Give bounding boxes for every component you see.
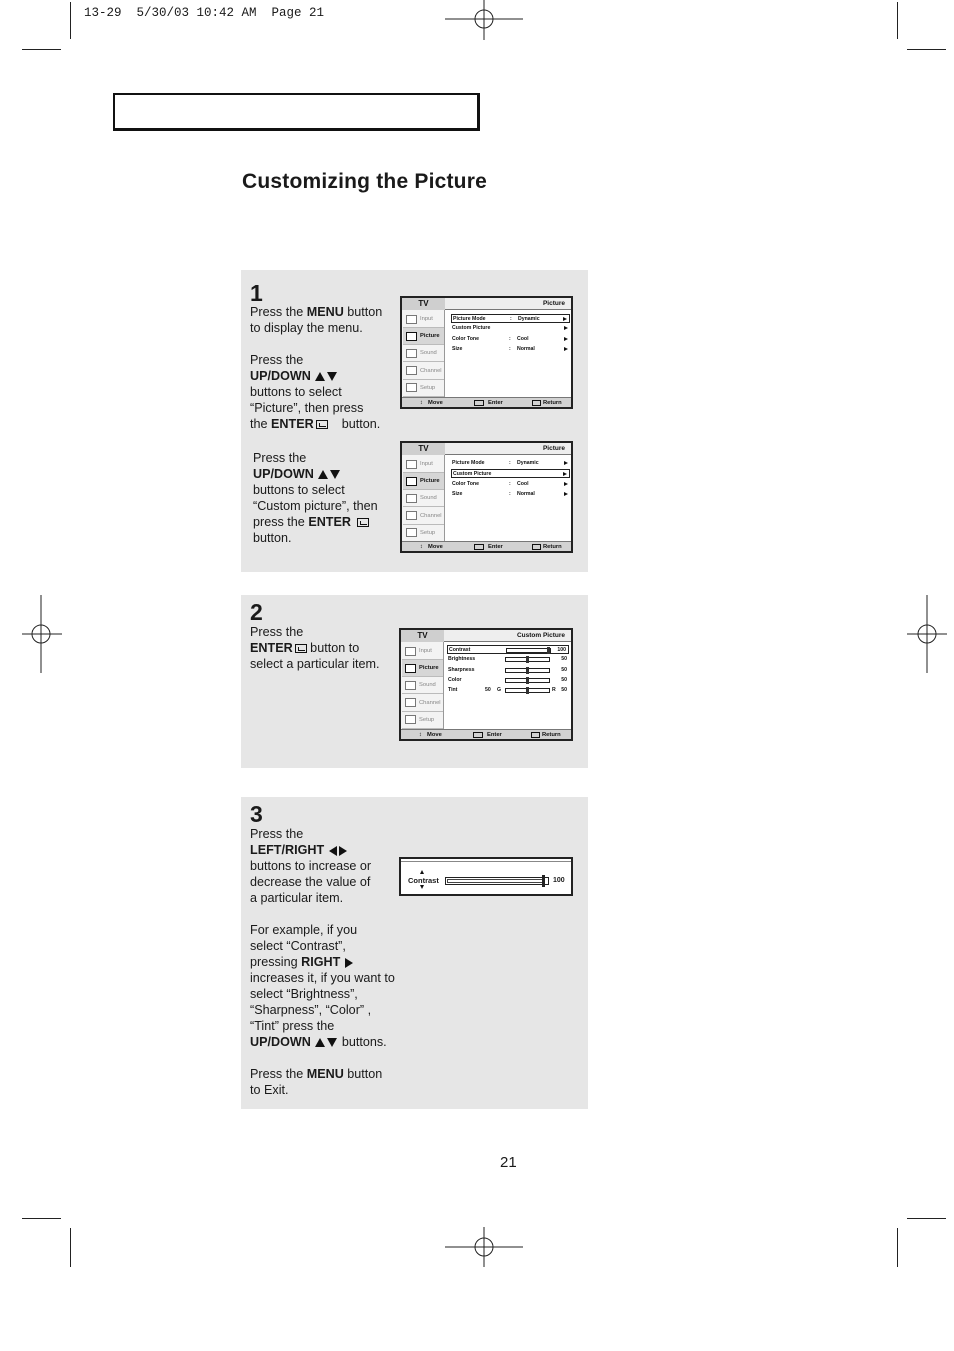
osd-row-value: 100 bbox=[557, 647, 566, 653]
picture-icon bbox=[406, 477, 417, 486]
osd-tv-label: TV bbox=[402, 298, 445, 310]
osd-slider-row bbox=[447, 655, 569, 664]
osd-menu-row bbox=[451, 324, 570, 333]
registration-mark-icon bbox=[907, 595, 947, 673]
osd-row-colon: : bbox=[509, 480, 511, 487]
contrast-knob bbox=[542, 875, 545, 887]
osd-sidebar-item-sound bbox=[403, 345, 444, 362]
osd-row-label: Color Tone bbox=[452, 335, 479, 342]
osd-slider-row bbox=[447, 666, 569, 675]
osd-footer bbox=[402, 397, 571, 407]
move-icon: ↕ bbox=[420, 544, 423, 550]
left-arrow-icon bbox=[329, 846, 337, 856]
osd-sidebar-item-sound bbox=[403, 490, 444, 507]
registration-mark-icon bbox=[445, 1227, 523, 1267]
osd-row-value: 50 bbox=[561, 676, 567, 683]
osd-menu-row bbox=[451, 459, 570, 468]
contrast-fill bbox=[447, 879, 543, 883]
osd-row-value: Cool bbox=[517, 335, 529, 342]
osd-row-value: 50 bbox=[561, 666, 567, 673]
enter-icon bbox=[473, 732, 483, 738]
osd-sidebar-label: Picture bbox=[419, 665, 439, 672]
channel-icon bbox=[406, 366, 417, 375]
osd-sidebar-label: Picture bbox=[420, 478, 440, 485]
enter-icon bbox=[474, 544, 484, 550]
osd-row-value: Dynamic bbox=[518, 316, 540, 322]
step-1-text-3: Press the UP/DOWN buttons to select “Custom picture”, then press the ENTER button. bbox=[253, 451, 378, 545]
osd-slider-bar bbox=[505, 668, 550, 673]
osd-sidebar-item-setup bbox=[403, 380, 444, 397]
osd-row-label: Size bbox=[452, 490, 463, 497]
osd-row-colon: : bbox=[509, 460, 511, 466]
osd-row-label: Picture Mode bbox=[453, 316, 486, 322]
osd-sidebar-item-setup bbox=[402, 712, 443, 729]
osd-slider-row bbox=[447, 645, 569, 654]
osd-sidebar-label: Setup bbox=[420, 384, 436, 391]
osd-sidebar-label: Picture bbox=[420, 333, 440, 340]
osd-menu-row bbox=[451, 345, 570, 354]
crop-mark bbox=[22, 1218, 61, 1219]
channel-icon bbox=[406, 511, 417, 520]
crop-mark bbox=[897, 2, 898, 39]
osd-footer-return: Return bbox=[542, 732, 561, 738]
osd-menu-title: Picture bbox=[542, 445, 565, 452]
chevron-right-icon bbox=[564, 492, 568, 496]
enter-icon bbox=[474, 400, 484, 406]
osd-sidebar-item-picture bbox=[403, 328, 444, 345]
step-3-text-2: For example, if you select “Contrast”, pressing RIGHT increases it, if you want to select “Brightness”, “Sharpness”, “Color” , “Tint” press the UP/DOWN buttons. bbox=[250, 923, 395, 1049]
osd-sidebar-item-channel bbox=[402, 695, 443, 712]
page-title: Customizing the Picture bbox=[242, 170, 487, 193]
osd-row-value: Cool bbox=[517, 480, 529, 487]
osd-row-label: Color bbox=[448, 676, 462, 683]
step-1-text-1: Press the MENU button to display the menu. bbox=[250, 305, 383, 335]
osd-menu-row bbox=[451, 480, 570, 489]
crop-mark bbox=[907, 1218, 946, 1219]
down-arrow-icon bbox=[330, 470, 340, 479]
osd-slider-knob bbox=[526, 667, 529, 674]
setup-icon bbox=[406, 528, 417, 537]
osd-sidebar-label: Channel bbox=[419, 699, 441, 706]
osd-sidebar-item-input bbox=[402, 643, 443, 660]
osd-row-value: Dynamic bbox=[517, 460, 539, 466]
crop-mark bbox=[22, 49, 61, 50]
right-arrow-icon bbox=[345, 958, 353, 968]
tint-r-value: 50 bbox=[561, 687, 567, 694]
step-1-text-2: Press the UP/DOWN buttons to select “Picture”, then press the ENTER button. bbox=[250, 353, 381, 431]
osd-row-label: Size bbox=[452, 345, 463, 352]
sound-icon bbox=[405, 681, 416, 690]
osd-sidebar-item-setup bbox=[403, 525, 444, 542]
osd-menu-row bbox=[451, 314, 570, 323]
osd-slider-knob bbox=[526, 687, 529, 694]
chevron-right-icon bbox=[564, 482, 568, 486]
osd-menu-row bbox=[451, 335, 570, 344]
chevron-right-icon bbox=[563, 472, 567, 476]
picture-icon bbox=[405, 664, 416, 673]
osd-slider-row bbox=[447, 676, 569, 685]
header-box bbox=[113, 93, 480, 131]
contrast-bar bbox=[445, 877, 549, 885]
osd-footer-move: Move bbox=[428, 400, 443, 406]
osd-row-label: Contrast bbox=[449, 647, 471, 653]
osd-sidebar-item-sound bbox=[402, 677, 443, 694]
registration-mark-icon bbox=[445, 0, 523, 40]
osd-footer-return: Return bbox=[543, 544, 562, 550]
osd-header bbox=[402, 298, 571, 310]
osd-footer bbox=[401, 729, 571, 739]
osd-sidebar-label: Input bbox=[419, 648, 432, 654]
setup-icon bbox=[405, 715, 416, 724]
osd-sidebar bbox=[402, 310, 445, 397]
osd-sidebar-label: Sound bbox=[419, 682, 436, 689]
down-arrow-icon bbox=[327, 372, 337, 381]
tint-g-label: G bbox=[497, 687, 502, 694]
step-number: 1 bbox=[250, 280, 263, 306]
chevron-right-icon bbox=[564, 461, 568, 465]
return-icon bbox=[532, 400, 541, 406]
osd-sidebar-item-input bbox=[403, 311, 444, 328]
enter-icon bbox=[357, 518, 369, 527]
tint-r-label: R bbox=[552, 687, 556, 694]
osd-sidebar-label: Sound bbox=[420, 495, 437, 502]
down-arrow-icon bbox=[420, 885, 424, 889]
crop-mark bbox=[70, 2, 71, 39]
osd-slider-knob bbox=[526, 677, 529, 684]
osd-row-label: Sharpness bbox=[448, 666, 475, 673]
step-2-text-1: Press the ENTER button to select a particular item. bbox=[250, 625, 380, 671]
osd-footer bbox=[402, 541, 571, 551]
sound-icon bbox=[406, 349, 417, 358]
sound-icon bbox=[406, 494, 417, 503]
osd-sidebar-item-channel bbox=[403, 363, 444, 380]
chevron-right-icon bbox=[564, 337, 568, 341]
osd-menu-title: Custom Picture bbox=[516, 632, 565, 639]
osd-contrast-bar bbox=[399, 857, 573, 896]
page-number: 21 bbox=[500, 1154, 517, 1171]
osd-sidebar-label: Sound bbox=[420, 350, 437, 357]
osd-row-value: 50 bbox=[561, 656, 567, 663]
osd-slider-bar bbox=[505, 657, 550, 662]
step-number: 2 bbox=[250, 599, 263, 625]
osd-sidebar-label: Setup bbox=[419, 716, 435, 723]
osd-footer-return: Return bbox=[543, 400, 562, 406]
up-arrow-icon bbox=[315, 372, 325, 381]
registration-mark-icon bbox=[22, 595, 62, 673]
osd-tv-label: TV bbox=[402, 443, 445, 455]
osd-row-colon: : bbox=[509, 335, 511, 342]
tint-g-value: 50 bbox=[485, 687, 491, 694]
osd-sidebar-item-picture bbox=[403, 473, 444, 490]
step-number: 3 bbox=[250, 801, 263, 827]
osd-row-label: Custom Picture bbox=[453, 471, 492, 478]
setup-icon bbox=[406, 383, 417, 392]
osd-row-value: Normal bbox=[517, 345, 535, 352]
osd-sidebar-label: Input bbox=[420, 461, 433, 467]
osd-header bbox=[401, 630, 571, 642]
up-arrow-icon bbox=[420, 870, 424, 874]
osd-row-value: Normal bbox=[517, 490, 535, 497]
chevron-right-icon bbox=[563, 317, 567, 321]
osd-picture-menu bbox=[400, 296, 573, 409]
osd-slider-bar bbox=[506, 648, 551, 653]
osd-menu-row bbox=[451, 490, 570, 499]
input-icon bbox=[405, 647, 416, 656]
right-arrow-icon bbox=[339, 846, 347, 856]
chevron-right-icon bbox=[564, 347, 568, 351]
osd-row-colon: : bbox=[509, 490, 511, 497]
chevron-right-icon bbox=[564, 326, 568, 330]
osd-tint-row bbox=[447, 686, 569, 695]
osd-picture-menu bbox=[400, 441, 573, 553]
crop-mark bbox=[907, 49, 946, 50]
input-icon bbox=[406, 315, 417, 324]
osd-footer-enter: Enter bbox=[488, 400, 503, 406]
up-arrow-icon bbox=[315, 1038, 325, 1047]
return-icon bbox=[531, 732, 540, 738]
osd-sidebar bbox=[402, 455, 445, 541]
osd-row-label: Custom Picture bbox=[452, 325, 491, 332]
osd-slider-knob bbox=[547, 647, 550, 654]
osd-footer-move: Move bbox=[428, 544, 443, 550]
osd-tv-label: TV bbox=[401, 630, 444, 642]
crop-mark bbox=[897, 1228, 898, 1267]
osd-header bbox=[402, 443, 571, 455]
osd-row-label: Picture Mode bbox=[452, 460, 485, 466]
osd-sidebar-label: Channel bbox=[420, 512, 442, 519]
osd-sidebar-item-picture bbox=[402, 660, 443, 677]
osd-row-label: Color Tone bbox=[452, 480, 479, 487]
osd-row-colon: : bbox=[509, 345, 511, 352]
osd-menu-row bbox=[451, 469, 570, 478]
osd-footer-enter: Enter bbox=[487, 732, 502, 738]
osd-footer-enter: Enter bbox=[488, 544, 503, 550]
crop-mark bbox=[70, 1228, 71, 1267]
step-3-text-3: Press the MENU button to Exit. bbox=[250, 1067, 383, 1097]
osd-sidebar-item-channel bbox=[403, 508, 444, 525]
osd-row-label: Tint bbox=[448, 687, 458, 694]
step-3-text-1: Press the LEFT/RIGHT buttons to increase or decrease the value of a particular item. bbox=[250, 827, 372, 905]
osd-slider-bar bbox=[505, 678, 550, 683]
osd-menu-title: Picture bbox=[542, 300, 565, 307]
down-arrow-icon bbox=[327, 1038, 337, 1047]
input-icon bbox=[406, 460, 417, 469]
osd-sidebar bbox=[401, 642, 444, 729]
osd-sidebar-item-input bbox=[403, 456, 444, 473]
osd-row-label: Brightness bbox=[448, 656, 476, 663]
osd-custom-picture-menu bbox=[399, 628, 573, 741]
print-header: 13-29 5/30/03 10:42 AM Page 21 bbox=[84, 6, 325, 20]
osd-row-colon: : bbox=[510, 316, 512, 322]
osd-sidebar-label: Input bbox=[420, 316, 433, 322]
osd-sidebar-label: Channel bbox=[420, 367, 442, 374]
contrast-label: Contrast bbox=[408, 876, 439, 885]
contrast-value: 100 bbox=[553, 877, 565, 884]
picture-icon bbox=[406, 332, 417, 341]
enter-icon bbox=[316, 420, 328, 429]
move-icon: ↕ bbox=[420, 400, 423, 406]
enter-icon bbox=[295, 644, 307, 653]
osd-footer-move: Move bbox=[427, 732, 442, 738]
osd-slider-bar bbox=[505, 688, 550, 693]
move-icon: ↕ bbox=[419, 732, 422, 738]
channel-icon bbox=[405, 698, 416, 707]
osd-slider-knob bbox=[526, 656, 529, 663]
return-icon bbox=[532, 544, 541, 550]
osd-sidebar-label: Setup bbox=[420, 529, 436, 536]
up-arrow-icon bbox=[318, 470, 328, 479]
